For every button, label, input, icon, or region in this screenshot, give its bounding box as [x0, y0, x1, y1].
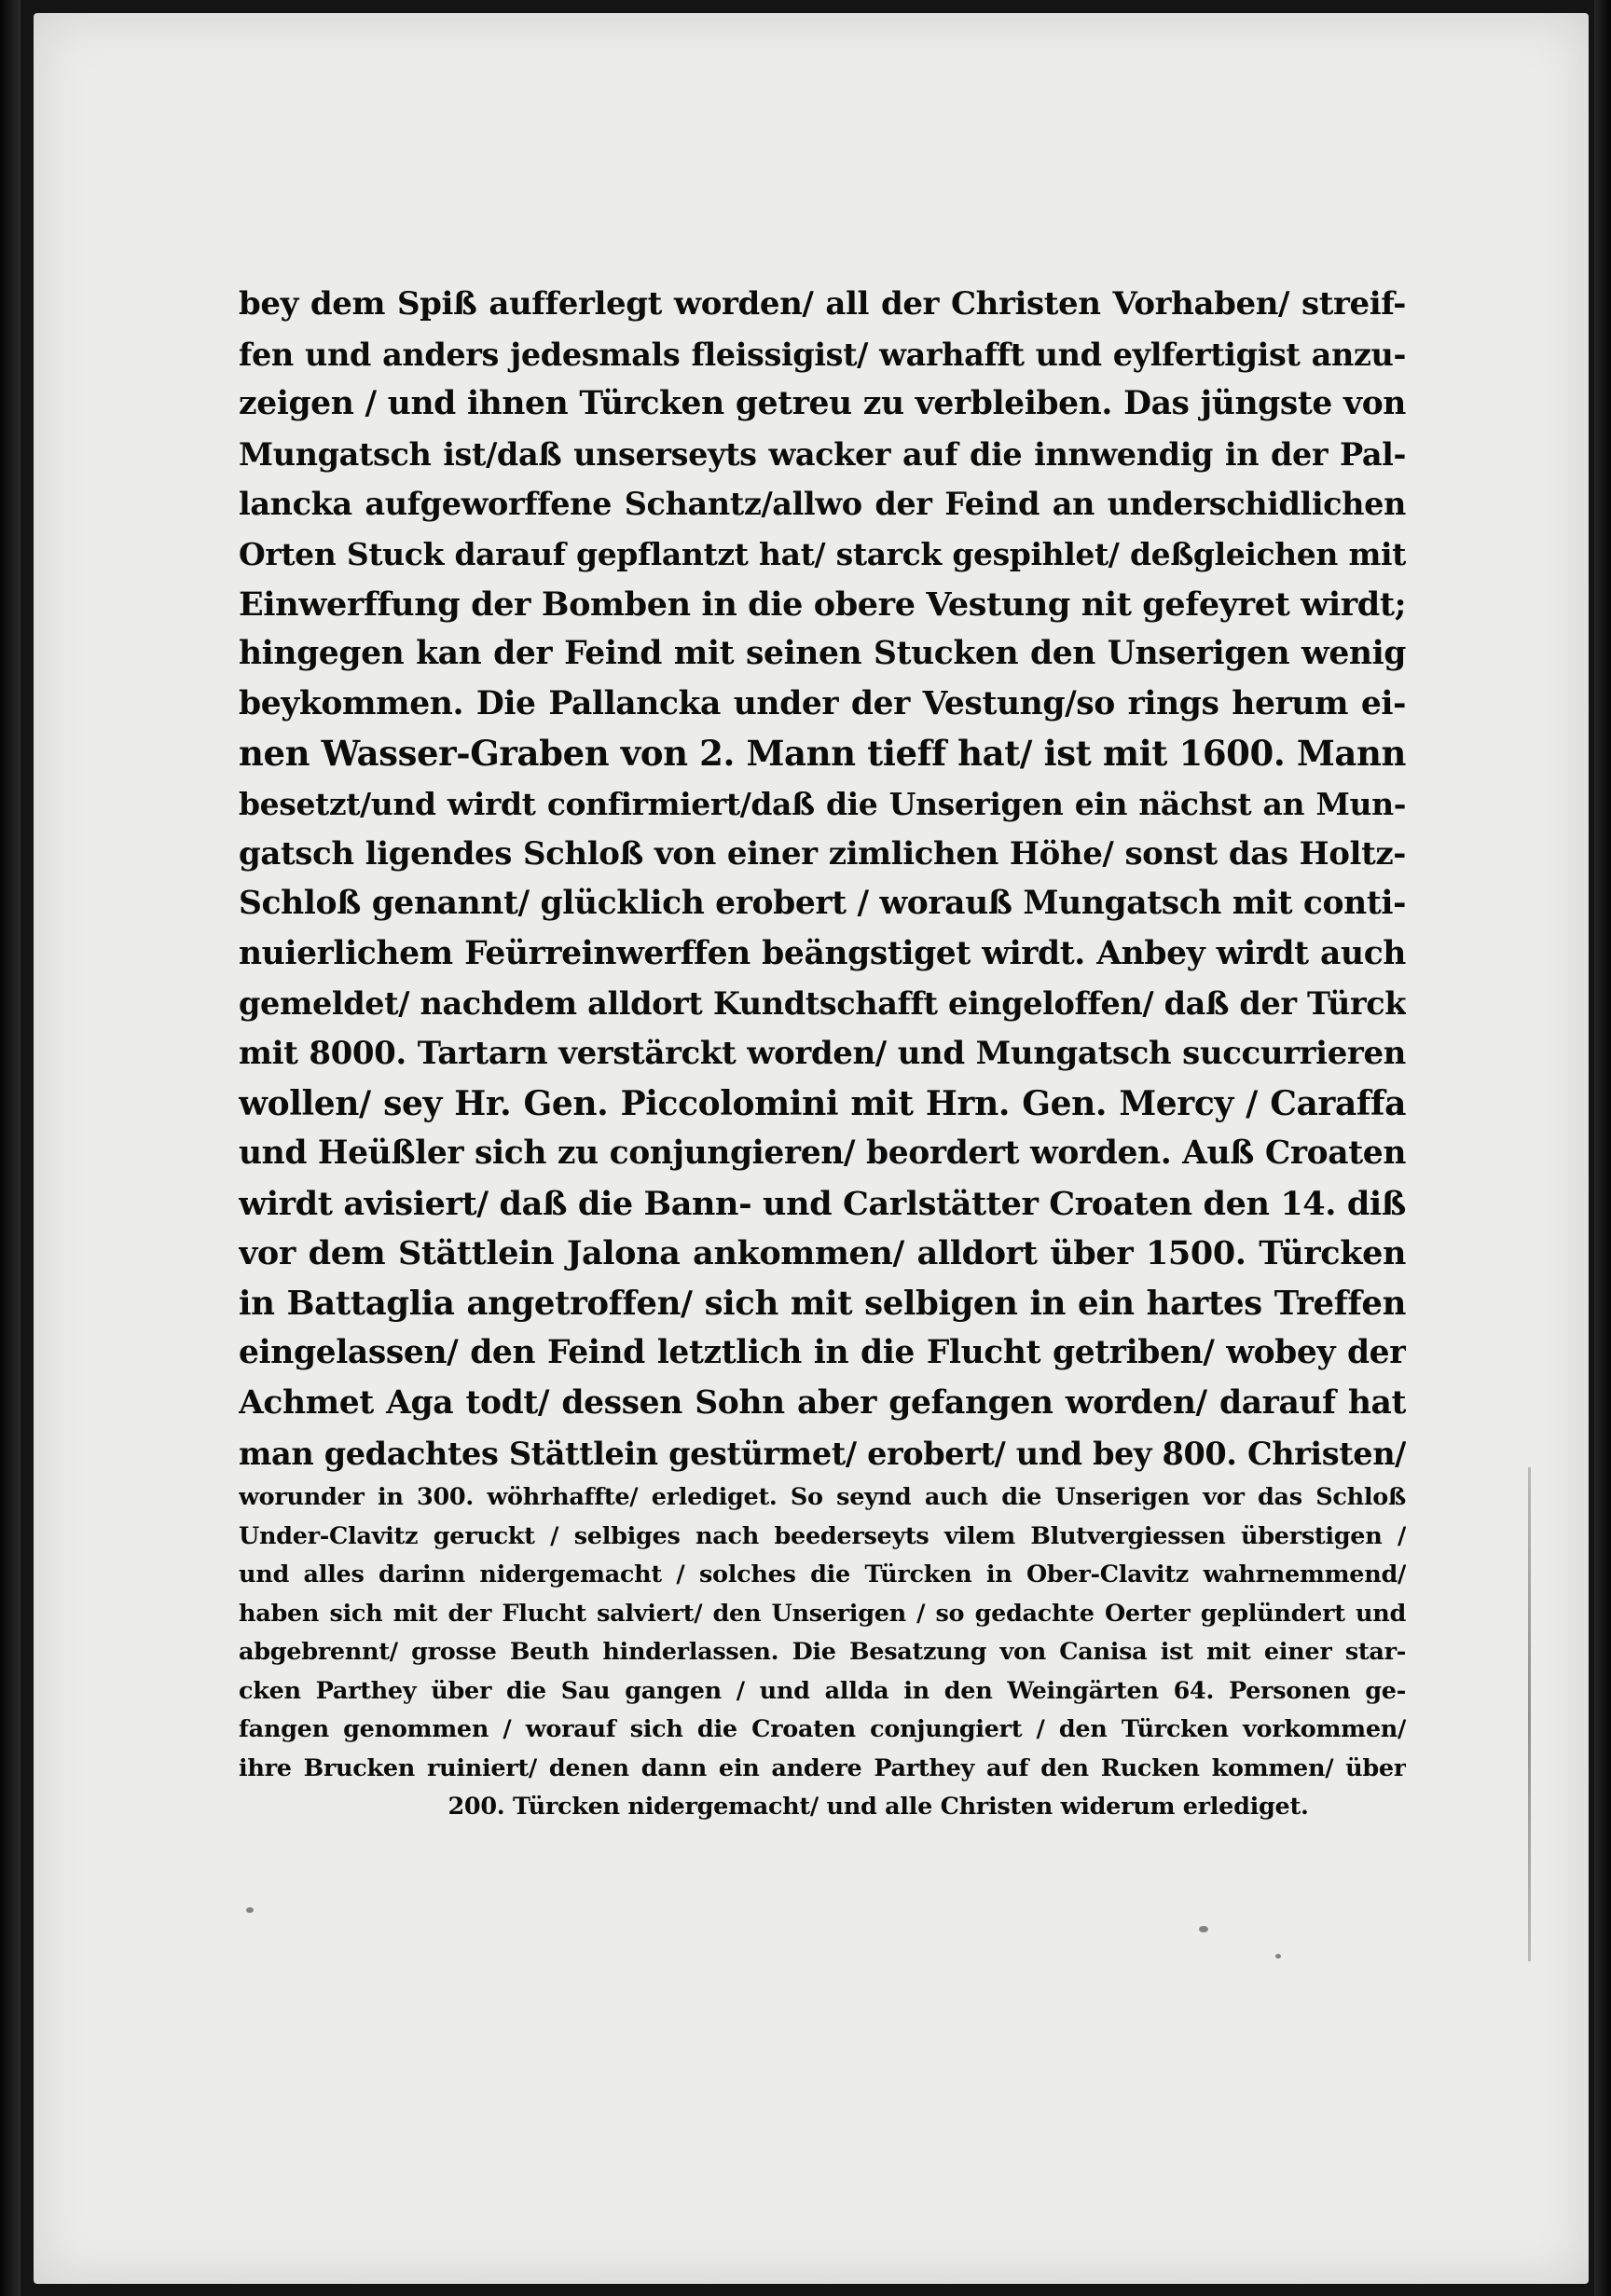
text-line: lancka aufgeworffene Schantz/allwo der Feind an underschidlichen — [239, 486, 1406, 523]
text-line: vor dem Stättlein Jalona ankommen/ alldort über 1500. Türcken — [239, 1234, 1406, 1273]
small-text-line: cken Parthey über die Sau gangen / und allda in den Weingärten 64. Personen ge- — [239, 1676, 1406, 1705]
text-line: bey dem Spiß aufferlegt worden/ all der Christen Vorhaben/ streif- — [239, 285, 1406, 323]
text-line: nen Wasser-Graben von 2. Mann tieff hat/ ist mit 1600. Mann — [239, 733, 1406, 775]
text-line: gatsch ligendes Schloß von einer zimlichen Höhe/ sonst das Holtz- — [239, 834, 1406, 873]
text-line: Einwerffung der Bomben in die obere Vestung nit gefeyret wirdt; — [239, 584, 1406, 624]
ink-spot — [1275, 1954, 1281, 1959]
small-text-line: ihre Brucken ruiniert/ denen dann ein andere Parthey auf den Rucken kommen/ über — [239, 1753, 1406, 1782]
small-text-line: Under-Clavitz geruckt / selbiges nach beederseyts vilem Blutvergiessen überstigen / — [239, 1521, 1406, 1550]
page-text — [239, 280, 1406, 1827]
small-text-line: und alles darinn nidergemacht / solches die Türcken in Ober-Clavitz wahrnemmend/ — [239, 1560, 1406, 1589]
text-line: Achmet Aga todt/ dessen Sohn aber gefangen worden/ darauf hat — [239, 1384, 1406, 1423]
text-line: wollen/ sey Hr. Gen. Piccolomini mit Hrn. Gen. Mercy / Caraffa — [239, 1083, 1406, 1123]
text-line: hingegen kan der Feind mit seinen Stucken den Unserigen wenig — [239, 635, 1406, 673]
text-line: Mungatsch ist/daß unserseyts wacker auf die innwendig in der Pal- — [239, 435, 1406, 473]
text-line: man gedachtes Stättlein gestürmet/ erobert/ und bey 800. Christen/ — [239, 1435, 1406, 1472]
text-line: nuierlichem Feürreinwerffen beängstiget wirdt. Anbey wirdt auch — [239, 934, 1406, 972]
small-text-line-final: 200. Türcken nidergemacht/ und alle Christen widerum erlediget. — [448, 1793, 1309, 1822]
text-line: fen und anders jedesmals fleissigist/ warhafft und eylfertigist anzu- — [239, 336, 1406, 373]
text-line: mit 8000. Tartarn verstärckt worden/ und Mungatsch succurrieren — [239, 1034, 1406, 1072]
ink-spot — [1199, 1926, 1208, 1932]
text-line: in Battaglia angetroffen/ sich mit selbigen in ein hartes Treffen — [239, 1284, 1406, 1323]
film-edge-right — [1594, 0, 1611, 2296]
page-fold-shadow — [1528, 1467, 1531, 1961]
small-text-line: abgebrennt/ grosse Beuth hinderlassen. Die Besatzung von Canisa ist mit einer star- — [239, 1638, 1406, 1667]
small-text-line: worunder in 300. wöhrhaffte/ erlediget. So seynd auch die Unserigen vor das Schloß — [239, 1483, 1406, 1512]
small-text-line: haben sich mit der Flucht salviert/ den Unserigen / so gedachte Oerter geplündert und — [239, 1599, 1406, 1628]
text-line: zeigen / und ihnen Türcken getreu zu verbleiben. Das jüngste von — [239, 385, 1406, 423]
small-text-line: fangen genommen / worauf sich die Croaten conjungiert / den Türcken vorkommen/ — [239, 1715, 1406, 1744]
film-edge-left — [0, 0, 21, 2296]
text-line: Schloß genannt/ glücklich erobert / worauß Mungatsch mit conti- — [239, 885, 1406, 923]
text-line: gemeldet/ nachdem alldort Kundtschafft eingeloffen/ daß der Türck — [239, 985, 1406, 1023]
text-line: beykommen. Die Pallancka under der Vestung/so rings herum ei- — [239, 684, 1406, 722]
text-line: besetzt/und wirdt confirmiert/daß die Unserigen ein nächst an Mun- — [239, 785, 1406, 822]
ink-spot — [246, 1907, 254, 1913]
text-line: eingelassen/ den Feind letztlich in die Flucht getriben/ wobey der — [239, 1334, 1406, 1372]
text-line: Orten Stuck darauf gepflantzt hat/ starck gespihlet/ deßgleichen mit — [239, 535, 1406, 572]
text-line: und Heüßler sich zu conjungieren/ beordert worden. Auß Croaten — [239, 1134, 1406, 1173]
text-line: wirdt avisiert/ daß die Bann- und Carlstätter Croaten den 14. diß — [239, 1184, 1406, 1223]
